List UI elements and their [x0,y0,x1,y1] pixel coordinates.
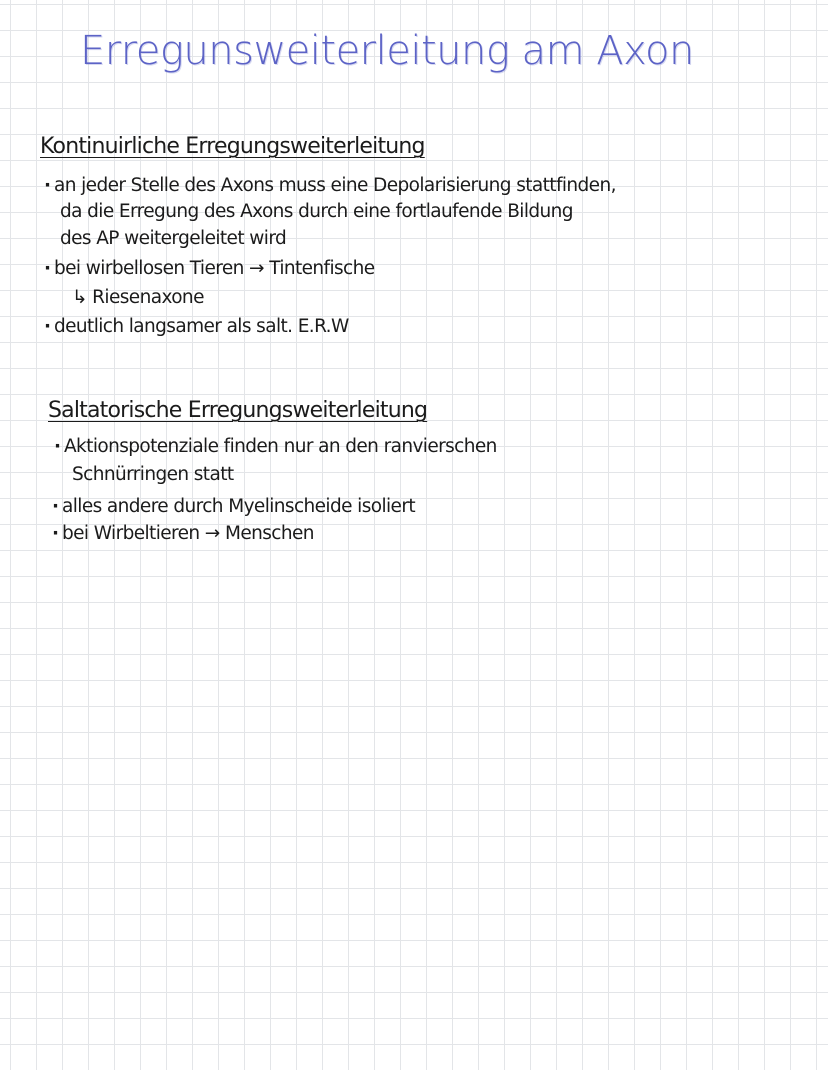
note-line [62,285,204,311]
note-line [44,314,349,340]
note-line [44,173,616,199]
note-line [50,226,286,252]
page-title: Erregunsweiterleitung am Axon [80,28,694,74]
note-line [62,462,234,488]
bullet-dot: · [54,436,61,457]
note-text: des AP weitergeleitet wird [60,228,287,249]
note-line [54,434,497,460]
bullet-dot: · [44,258,51,279]
note-text: Schnürringen statt [72,464,234,485]
bullet-dot: · [44,316,51,337]
note-text: da die Erregung des Axons durch eine fortlaufende Bildung [60,201,573,222]
note-line [50,199,573,225]
note-line [52,494,415,520]
note-text: bei wirbellosen Tieren → Tintenfische [54,258,375,279]
note-line [52,521,314,547]
note-text: bei Wirbeltieren → Menschen [62,523,314,544]
bullet-dot: · [52,523,59,544]
bullet-dot: · [44,175,51,196]
section-heading-saltatorisch: Saltatorische Erregungsweiterleitung [48,398,428,423]
note-text: Aktionspotenziale finden nur an den ranvierschen [64,436,497,457]
note-text: ↳ Riesenaxone [72,287,204,308]
section-heading-kontinuierlich: Kontinuirliche Erregungsweiterleitung [40,134,425,159]
bullet-dot: · [52,496,59,517]
note-text: alles andere durch Myelinscheide isoliert [62,496,415,517]
note-text: an jeder Stelle des Axons muss eine Depolarisierung stattfinden, [54,175,616,196]
note-text: deutlich langsamer als salt. E.R.W [54,316,349,337]
note-line [44,256,375,282]
